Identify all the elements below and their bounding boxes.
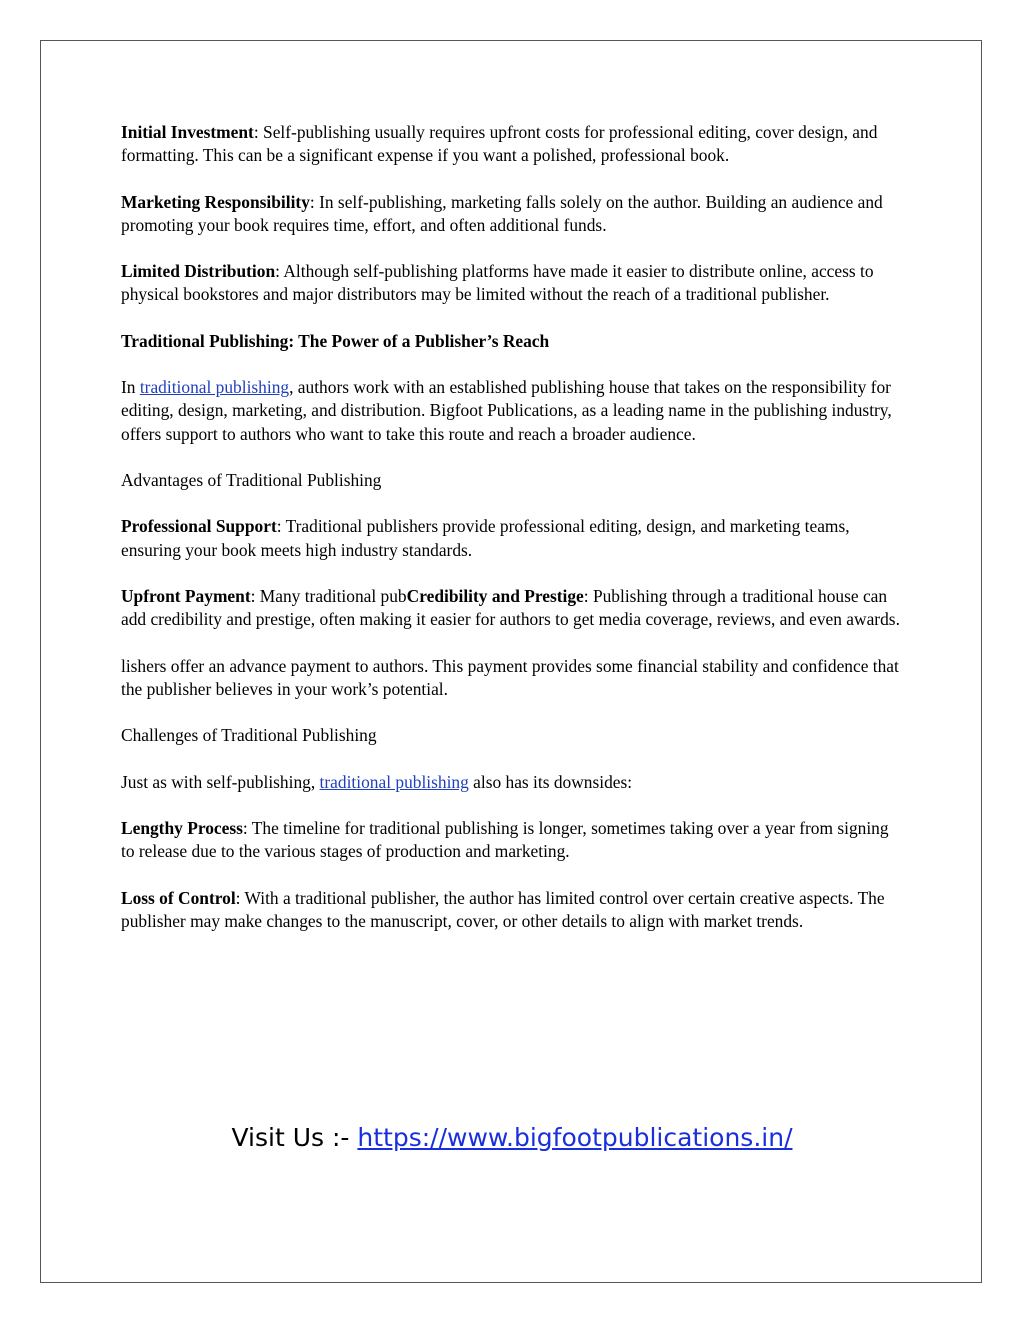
- paragraph-lengthy-process: [121, 817, 906, 863]
- text-downsides-before: Just as with self-publishing,: [121, 771, 320, 792]
- text-professional-support: : Traditional publishers provide professional editing, design, and marketing teams, ensuring your book meets high industry standards.: [121, 516, 850, 560]
- term-credibility-prestige: Credibility and Prestige: [406, 585, 584, 606]
- term-loss-of-control: Loss of Control: [121, 887, 236, 908]
- text-credibility-prestige: : Publishing through a traditional house can add credibility and prestige, often making it easier for authors to get media coverage, reviews, and even awards.: [121, 585, 900, 630]
- paragraph-professional-support: [121, 515, 906, 561]
- paragraph-initial-investment: [121, 121, 906, 167]
- text-lengthy-process: : The timeline for traditional publishing is longer, sometimes taking over a year from signing to release due to the various stages of production and marketing.: [121, 817, 889, 862]
- paragraph-lishers-continuation: lishers offer an advance payment to authors. This payment provides some financial stability and confidence that the publisher believes in your work’s potential.: [121, 655, 899, 699]
- text-initial-investment: : Self-publishing usually requires upfront costs for professional editing, cover design, and formatting. This can be a significant expense if you want a polished, professional book.: [121, 122, 878, 166]
- term-upfront-payment: Upfront Payment: [121, 585, 251, 606]
- website-link[interactable]: https://www.bigfootpublications.in/: [357, 1123, 793, 1152]
- text-traditional-intro-before: In: [121, 377, 140, 398]
- text-limited-distribution: : Although self-publishing platforms have made it easier to distribute online, access to physical bookstores and major distributors may be limited without the reach of a traditional publisher.: [121, 261, 874, 305]
- paragraph-downsides-intro: [121, 771, 906, 794]
- text-marketing-responsibility: : In self-publishing, marketing falls solely on the author. Building an audience and promoting your book requires time, effort, and often additional funds.: [121, 191, 883, 235]
- paragraph-traditional-intro: [121, 376, 906, 446]
- text-loss-of-control: : With a traditional publisher, the author has limited control over certain creative aspects. The publisher may make changes to the manuscript, cover, or other details to align with market trends.: [121, 887, 885, 931]
- paragraph-limited-distribution: [121, 260, 906, 306]
- heading-advantages: Advantages of Traditional Publishing: [121, 469, 382, 490]
- term-marketing-responsibility: Marketing Responsibility: [121, 191, 310, 212]
- text-downsides-after: also has its downsides:: [468, 771, 633, 792]
- traditional-publishing-link[interactable]: traditional publishing: [139, 377, 290, 398]
- term-limited-distribution: Limited Distribution: [121, 261, 276, 282]
- document-body: [121, 121, 906, 956]
- paragraph-upfront-payment: [121, 585, 906, 631]
- term-professional-support: Professional Support: [121, 516, 277, 537]
- visit-us-label: Visit Us :-: [231, 1123, 358, 1152]
- term-initial-investment: Initial Investment: [121, 122, 254, 142]
- text-traditional-intro-after: , authors work with an established publishing house that takes on the responsibility for editing, design, marketing, and distribution. Bigfoot Publications, as a leading name in the publishing industry, offers support to authors who want to take this route and reach a broader audience.: [121, 377, 892, 444]
- paragraph-loss-of-control: [121, 887, 906, 933]
- term-lengthy-process: Lengthy Process: [121, 817, 243, 838]
- heading-challenges: Challenges of Traditional Publishing: [121, 725, 377, 746]
- visit-us-footer: [0, 1118, 1024, 1158]
- paragraph-marketing-responsibility: [121, 191, 906, 237]
- traditional-publishing-link-2[interactable]: traditional publishing: [319, 771, 469, 792]
- heading-traditional-publishing-text: Traditional Publishing: The Power of a Publisher’s Reach: [121, 330, 550, 351]
- heading-traditional-publishing: [121, 330, 906, 353]
- text-upfront-payment-before: : Many traditional pub: [250, 585, 407, 606]
